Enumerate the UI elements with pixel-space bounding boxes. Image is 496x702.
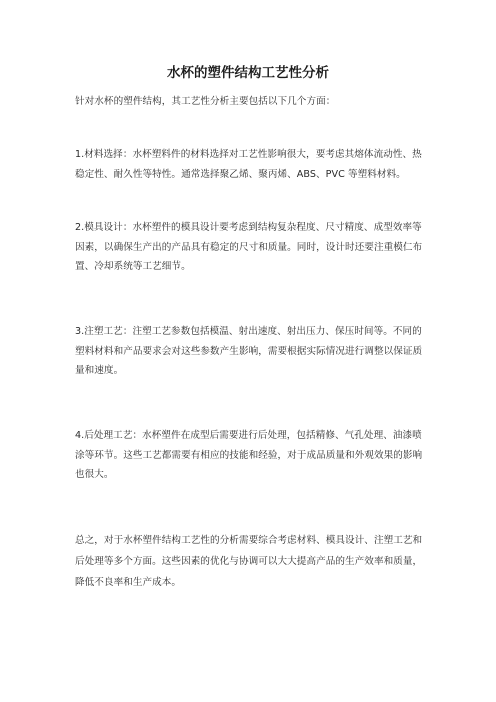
injection-process-paragraph: 3.注塑工艺：注塑工艺参数包括模温、射出速度、射出压力、保压时间等。不同的塑料材料和产品要求会对这些参数产生影响，需要根据实际情况进行调整以保证质量和速度。 — [75, 326, 423, 376]
intro-paragraph: 针对水杯的塑件结构，其工艺性分析主要包括以下几个方面： — [75, 96, 336, 107]
document-title: 水杯的塑件结构工艺性分析 — [167, 65, 329, 81]
material-selection-paragraph: 1.材料选择：水杯塑料件的材料选择对工艺性影响很大，要考虑其熔体流动性、热稳定性、耐久性等特性。通常选择聚乙烯、聚丙烯、ABS、PVC 等塑料材料。 — [75, 149, 422, 180]
mold-design-paragraph: 2.模具设计：水杯塑件的模具设计要考虑到结构复杂程度、尺寸精度、成型效率等因素，以确保生产出的产品具有稳定的尺寸和质量。同时，设计时还要注重模仁布置、冷却系统等工艺细节。 — [75, 222, 423, 272]
post-processing-paragraph: 4.后处理工艺：水杯塑件在成型后需要进行后处理，包括精修、气孔处理、油漆喷涂等环节。这些工艺都需要有相应的技能和经验，对于成品质量和外观效果的影响也很大。 — [75, 430, 423, 480]
summary-paragraph: 总之，对于水杯塑件结构工艺性的分析需要综合考虑材料、模具设计、注塑工艺和后处理等多个方面。这些因素的优化与协调可以大大提高产品的生产效率和质量，降低不良率和生产成本。 — [75, 535, 423, 588]
